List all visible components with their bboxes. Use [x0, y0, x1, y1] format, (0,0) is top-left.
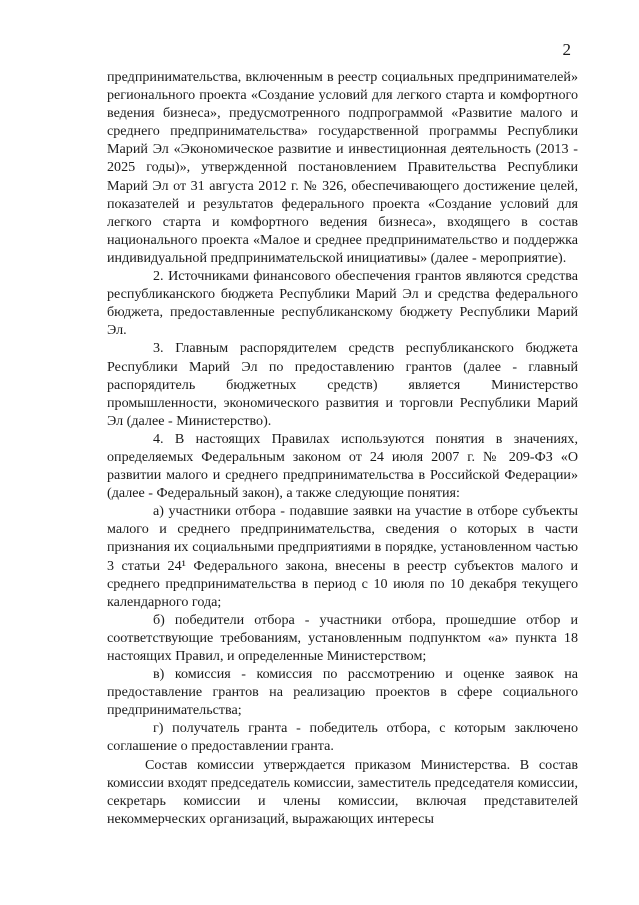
paragraph-continuation: предпринимательства, включенным в реестр социальных предпринимателей» регионального проекта «Создание условий для легкого старта и комфортного ведения бизнеса», предусмотренного подпрограммой «Развитие малого и среднего предпринимательства» государственной программы Республики Марий Эл «Экономическое развитие и инвестиционная деятельность (2013 - 2025 годы)», утвержденной постановлением Правительства Республики Марий Эл от 31 августа 2012 г. № 326, обеспечивающего достижение целей, показателей и результатов федерального проекта «Создание условий для легкого старта и комфортного ведения бизнеса», входящего в состав национального проекта «Малое и среднее предпринимательство и поддержка индивидуальной предпринимательской инициативы» (далее - мероприятие). [107, 69, 578, 266]
paragraph-commission: Состав комиссии утверждается приказом Министерства. В состав комиссии входят председатель комиссии, заместитель председателя комиссии, секретарь комиссии и члены комиссии, включая представителей некоммерческих организаций, выражающих интересы [107, 756, 578, 827]
paragraph-item-4b: б) победители отбора - участники отбора, прошедшие отбор и соответствующие требованиям, установленным подпунктом «а» пункта 18 настоящих Правил, и определенные Министерством; [107, 611, 578, 664]
paragraph-item-4c: в) комиссия - комиссия по рассмотрению и оценке заявок на предоставление грантов на реализацию проектов в сфере социального предпринимательства; [107, 666, 578, 719]
paragraph-item-2: 2. Источниками финансового обеспечения грантов являются средства республиканского бюджета Республики Марий Эл и средства федерального бюджета, предоставленные республиканскому бюджету Республики Марий Эл. [107, 268, 578, 339]
body-text [107, 68, 578, 828]
paragraph-item-4: 4. В настоящих Правилах используются понятия в значениях, определяемых Федеральным законом от 24 июля 2007 г. № 209-ФЗ «О развитии малого и среднего предпринимательства в Российской Федерации» (далее - Федеральный закон), а также следующие понятия: [107, 430, 578, 502]
page-number: 2 [562, 40, 571, 59]
paragraph-item-3: 3. Главным распорядителем средств республиканского бюджета Республики Марий Эл по предоставлению грантов (далее - главный распорядитель бюджетных средств) является Министерство промышленности, экономического развития и торговли Республики Марий Эл (далее - Министерство). [107, 340, 578, 429]
paragraph-item-4a: а) участники отбора - подавшие заявки на участие в отборе субъекты малого и среднего предпринимательства, сведения о которых в части признания их социальными предприятиями в порядке, установленном частью 3 статьи 24¹ Федерального закона, внесены в реестр субъектов малого и среднего предпринимательства в период с 10 июля по 10 декабря текущего календарного года; [107, 503, 578, 610]
paragraph-item-4d: г) получатель гранта - победитель отбора, с которым заключено соглашение о предоставлении гранта. [107, 720, 578, 755]
